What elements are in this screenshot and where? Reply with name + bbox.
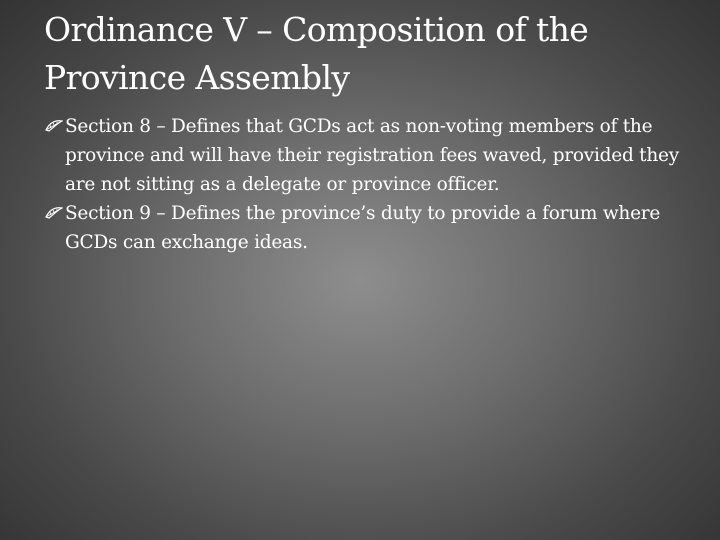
slide-title: Ordinance V – Composition of the Province Assembly <box>44 10 589 97</box>
bullet-text: Section 9 – Defines the province’s duty to provide a forum where GCDs can exchange ideas. <box>65 203 661 253</box>
leaf-bullet-icon <box>45 119 63 133</box>
leaf-bullet-icon <box>45 206 63 220</box>
bullet-text: Section 8 – Defines that GCDs act as non-voting members of the province and will have their registration fees waved, provided they are not sitting as a delegate or province officer. <box>65 116 679 195</box>
bullet-list <box>45 112 685 257</box>
bullet-item <box>45 199 685 257</box>
bullet-item <box>45 112 685 199</box>
